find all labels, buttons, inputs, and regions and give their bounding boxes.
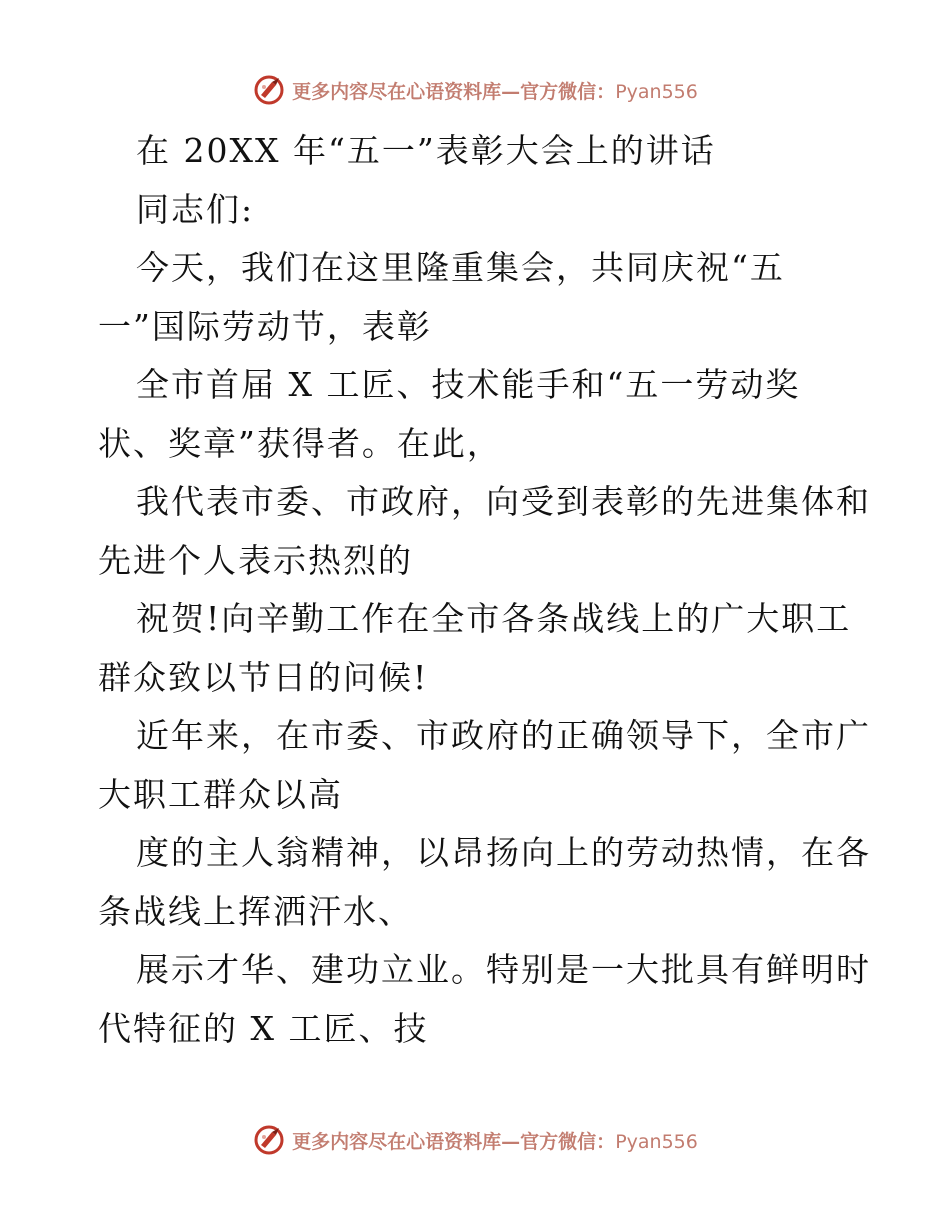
watermark-wechat-id: Pyan556 bbox=[615, 80, 698, 103]
text-line: 同志们: bbox=[136, 189, 255, 229]
watermark-text bbox=[292, 1127, 698, 1154]
text-line: 展示才华、建功立业。特别是一大批具有鲜明时 bbox=[136, 950, 871, 989]
header-watermark bbox=[0, 70, 950, 110]
text-line: 条战线上挥洒汗水、 bbox=[98, 891, 413, 931]
text-line: 我代表市委、市政府，向受到表彰的先进集体和 bbox=[136, 482, 871, 521]
text-line: 状、奖章”获得者。在此， bbox=[98, 423, 502, 463]
watermark-text bbox=[292, 77, 698, 104]
watermark-separator: — bbox=[501, 80, 521, 103]
text-line: 一”国际劳动节，表彰 bbox=[98, 306, 432, 346]
document-body bbox=[98, 122, 871, 1058]
text-line: 祝贺!向辛勤工作在全市各条战线上的广大职工 bbox=[136, 599, 852, 638]
watermark-wechat-label: 官方微信： bbox=[520, 1130, 616, 1153]
text-line: 度的主人翁精神，以昂扬向上的劳动热情，在各 bbox=[136, 833, 871, 872]
brand-logo-icon bbox=[252, 1123, 286, 1157]
watermark-wechat-id: Pyan556 bbox=[615, 1130, 698, 1153]
text-line: 在 20XX 年“五一”表彰大会上的讲话 bbox=[136, 131, 716, 170]
text-line: 今天，我们在这里隆重集会，共同庆祝“五 bbox=[136, 248, 785, 287]
text-line: 大职工群众以高 bbox=[98, 774, 343, 814]
watermark-brand: 更多内容尽在心语资料库 bbox=[292, 1130, 502, 1153]
text-line: 先进个人表示热烈的 bbox=[98, 540, 413, 580]
text-line: 全市首届 X 工匠、技术能手和“五一劳动奖 bbox=[136, 365, 801, 404]
text-line: 近年来，在市委、市政府的正确领导下，全市广 bbox=[136, 716, 871, 755]
footer-watermark bbox=[0, 1120, 950, 1160]
brand-logo-icon bbox=[252, 73, 286, 107]
watermark-wechat-label: 官方微信： bbox=[520, 80, 616, 103]
watermark-brand: 更多内容尽在心语资料库 bbox=[292, 80, 502, 103]
watermark-separator: — bbox=[501, 1130, 521, 1153]
text-line: 群众致以节日的问候! bbox=[98, 657, 429, 697]
text-line: 代特征的 X 工匠、技 bbox=[98, 1008, 429, 1048]
